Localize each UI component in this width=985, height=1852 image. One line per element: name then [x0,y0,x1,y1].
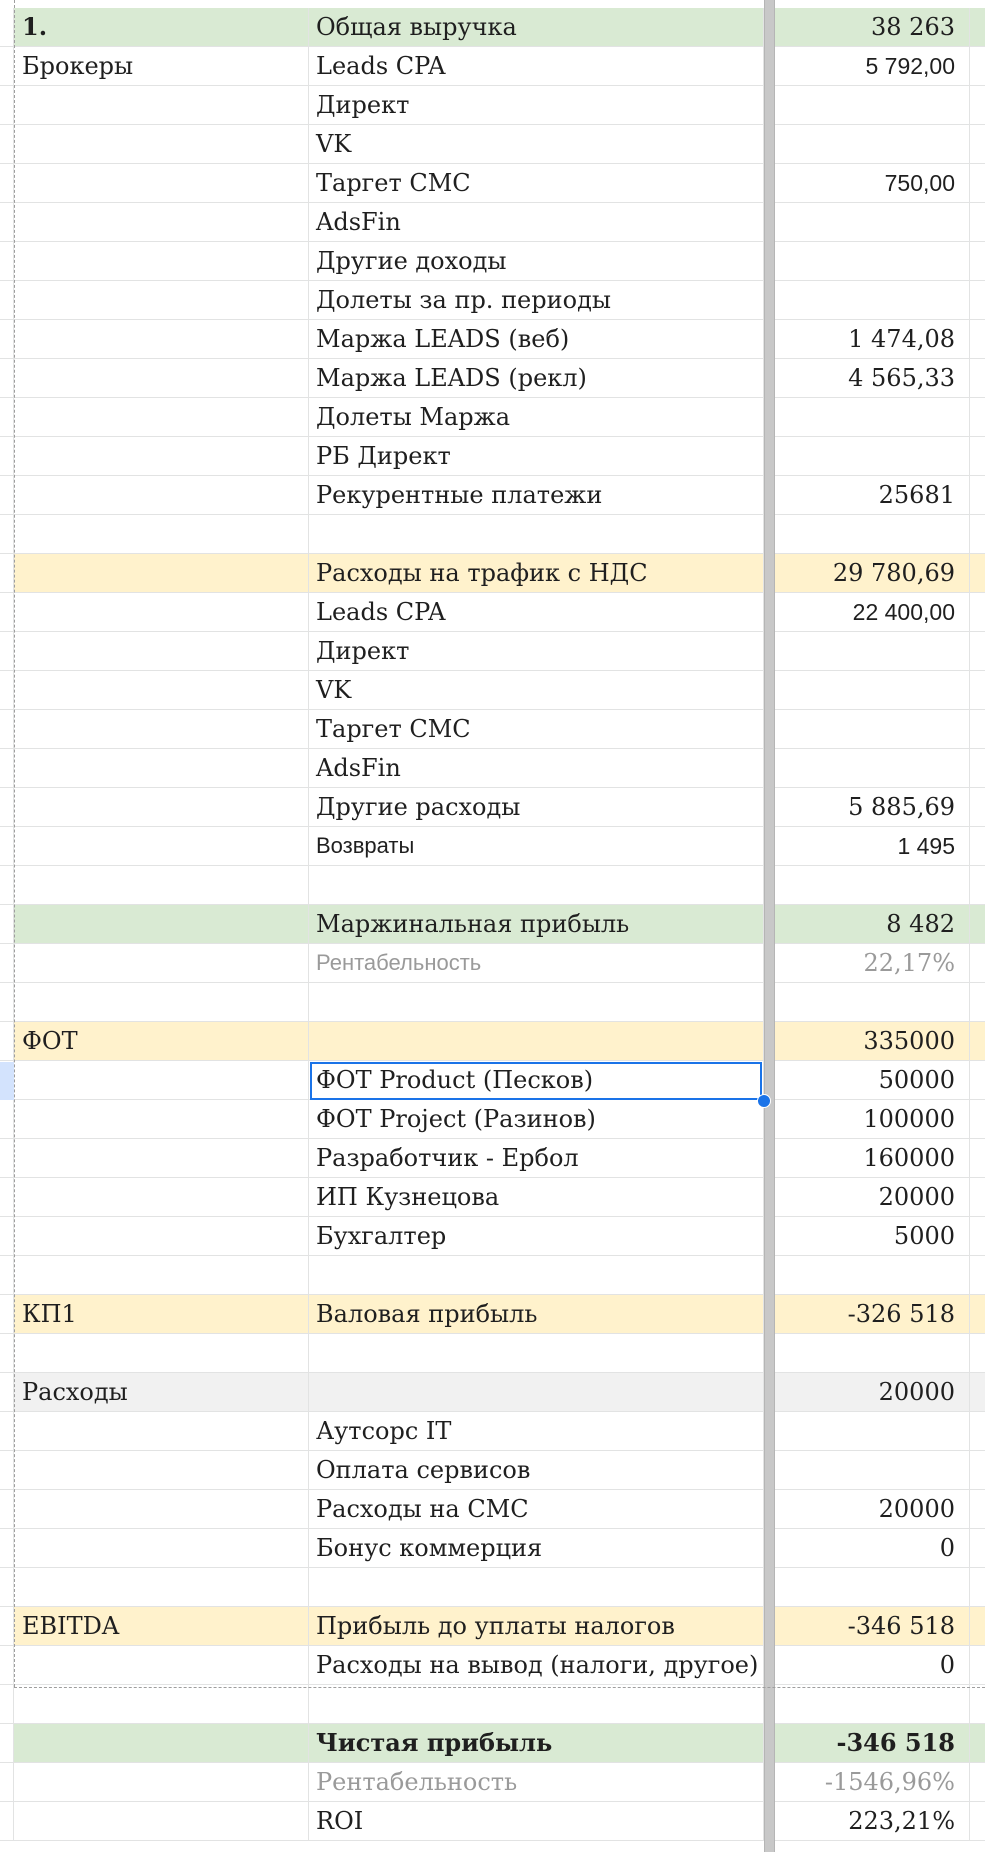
row-gutter-cell [0,86,14,124]
cell-value[interactable]: -346 518 [775,1607,970,1645]
cell-empty[interactable] [970,164,985,202]
cell-empty[interactable] [970,242,985,280]
cell-empty[interactable] [970,1685,985,1723]
cell-label[interactable] [14,554,309,592]
cell-value[interactable] [775,671,970,709]
cell-item[interactable]: Расходы на трафик с НДС [309,554,764,592]
table-row [0,1412,985,1451]
cell-value[interactable] [775,632,970,670]
table-row [0,1373,985,1412]
table-row [0,1529,985,1568]
cell-item[interactable]: Долеты за пр. периоды [309,281,764,319]
row-gutter-cell [0,125,14,163]
table-row [0,476,985,515]
cell-item[interactable] [309,983,764,1021]
cell-value[interactable] [775,1412,970,1450]
table-row [0,398,985,437]
cell-value[interactable]: 22 400,00 [775,593,970,631]
cell-item[interactable]: Таргет СМС [309,710,764,748]
cell-value[interactable]: 5000 [775,1217,970,1255]
table-row [0,1178,985,1217]
cell-empty[interactable] [970,788,985,826]
cell-label[interactable] [14,983,309,1021]
cell-label[interactable] [14,788,309,826]
cell-empty[interactable] [970,1061,985,1099]
cell-item[interactable]: Долеты Маржа [309,398,764,436]
table-row [0,1139,985,1178]
table-row [0,1568,985,1607]
cell-label[interactable] [14,515,309,553]
row-gutter-cell [0,1334,14,1372]
cell-label[interactable] [14,1763,309,1801]
cell-label[interactable] [14,1802,309,1840]
cell-value[interactable]: 20000 [775,1490,970,1528]
cell-item[interactable]: ИП Кузнецова [309,1178,764,1216]
cell-empty[interactable] [970,983,985,1021]
cell-value[interactable] [775,1256,970,1294]
cell-label[interactable] [14,1724,309,1762]
cell-item[interactable]: AdsFin [309,203,764,241]
row-gutter-cell [0,1763,14,1801]
table-row [0,281,985,320]
cell-value[interactable] [775,515,970,553]
cell-item[interactable]: РБ Директ [309,437,764,475]
cell-label[interactable] [14,1217,309,1255]
cell-item[interactable]: VK [309,125,764,163]
cell-item[interactable]: Рентабельность [309,944,764,982]
cell-label[interactable] [14,281,309,319]
row-gutter-cell [0,1217,14,1255]
table-row [0,1022,985,1061]
row-gutter-cell [0,1412,14,1450]
cell-item[interactable]: Директ [309,86,764,124]
cell-label[interactable] [14,164,309,202]
row-gutter-cell [0,866,14,904]
table-row [0,359,985,398]
cell-empty[interactable] [970,281,985,319]
column-resize-divider[interactable] [764,0,775,1852]
table-row [0,710,985,749]
cell-label[interactable] [14,827,309,865]
row-gutter-cell [0,1490,14,1528]
cell-value[interactable] [775,749,970,787]
table-row [0,866,985,905]
table-row [0,749,985,788]
cell-empty[interactable] [970,1256,985,1294]
cell-label[interactable]: 1. [14,8,309,46]
row-gutter-cell [0,1685,14,1723]
table-row [0,1607,985,1646]
cell-item[interactable] [309,1334,764,1372]
cell-empty[interactable] [970,749,985,787]
cell-empty[interactable] [970,944,985,982]
table-row [0,944,985,983]
cell-value[interactable]: -1546,96% [775,1763,970,1801]
cell-empty[interactable] [970,1022,985,1060]
row-gutter-cell [0,710,14,748]
cell-empty[interactable] [970,1139,985,1177]
cell-empty[interactable] [970,671,985,709]
cell-empty[interactable] [970,1373,985,1411]
cell-item[interactable]: Рекурентные платежи [309,476,764,514]
table-row [0,827,985,866]
cell-item[interactable] [309,515,764,553]
cell-label[interactable] [14,359,309,397]
cell-item[interactable]: AdsFin [309,749,764,787]
cell-label[interactable] [14,1685,309,1723]
cell-label[interactable] [14,632,309,670]
cell-label[interactable] [14,86,309,124]
cell-label[interactable] [14,1646,309,1684]
cell-label[interactable] [14,1178,309,1216]
cell-value[interactable]: 38 263 [775,8,970,46]
cell-item[interactable]: Общая выручка [309,8,764,46]
table-row [0,1217,985,1256]
table-row [0,1295,985,1334]
cell-label[interactable] [14,1256,309,1294]
cell-value[interactable]: 25681 [775,476,970,514]
cell-value[interactable] [775,398,970,436]
cell-value[interactable]: -326 518 [775,1295,970,1333]
row-gutter-cell [0,203,14,241]
table-row [0,203,985,242]
table-row [0,1256,985,1295]
table-row [0,593,985,632]
cell-value[interactable] [775,710,970,748]
cell-value[interactable] [775,1685,970,1723]
table-row [0,8,985,47]
cell-empty[interactable] [970,1334,985,1372]
cell-empty[interactable] [970,1217,985,1255]
cell-item[interactable]: Прибыль до уплаты налогов [309,1607,764,1645]
table-row [0,515,985,554]
cell-empty[interactable] [970,1451,985,1489]
row-gutter-cell [0,554,14,592]
cell-item[interactable]: Возвраты [309,827,764,865]
cell-value[interactable]: 750,00 [775,164,970,202]
cell-label[interactable] [14,1451,309,1489]
table-row [0,1451,985,1490]
cell-value[interactable] [775,1451,970,1489]
cell-empty[interactable] [970,8,985,46]
cell-value[interactable]: 29 780,69 [775,554,970,592]
cell-value[interactable]: 5 885,69 [775,788,970,826]
row-gutter-cell [0,398,14,436]
cell-value[interactable] [775,866,970,904]
cell-label[interactable] [14,1529,309,1567]
cell-label[interactable]: EBITDA [14,1607,309,1645]
row-gutter-cell [0,1100,14,1138]
cell-item[interactable] [309,1685,764,1723]
cell-label[interactable] [14,593,309,631]
cell-value[interactable]: 0 [775,1646,970,1684]
table-row [0,1763,985,1802]
cell-label[interactable] [14,1490,309,1528]
table-row [0,1646,985,1685]
cell-label[interactable]: ФОТ [14,1022,309,1060]
cell-value[interactable]: 1 474,08 [775,320,970,358]
cell-value[interactable]: 4 565,33 [775,359,970,397]
table-row [0,905,985,944]
cell-empty[interactable] [970,905,985,943]
table-row [0,164,985,203]
row-gutter-cell [0,320,14,358]
cell-empty[interactable] [970,1763,985,1801]
cell-item[interactable]: Рентабельность [309,1763,764,1801]
cell-item[interactable]: Другие доходы [309,242,764,280]
cell-item[interactable]: Расходы на вывод (налоги, другое) [309,1646,764,1684]
cell-label[interactable] [14,866,309,904]
cell-empty[interactable] [970,1295,985,1333]
cell-empty[interactable] [970,359,985,397]
cell-label[interactable]: КП1 [14,1295,309,1333]
cell-empty[interactable] [970,1100,985,1138]
cell-item[interactable]: Таргет СМС [309,164,764,202]
table-row [0,1802,985,1841]
row-gutter-cell [0,632,14,670]
row-gutter-cell [0,1607,14,1645]
cell-item[interactable]: Маржа LEADS (веб) [309,320,764,358]
cell-label[interactable] [14,1061,309,1099]
cell-label[interactable] [14,125,309,163]
cell-empty[interactable] [970,554,985,592]
cell-empty[interactable] [970,1529,985,1567]
table-row [0,1100,985,1139]
row-gutter-cell [0,1568,14,1606]
table-row [0,86,985,125]
cell-value[interactable]: 8 482 [775,905,970,943]
cell-value[interactable]: 5 792,00 [775,47,970,85]
table-row [0,320,985,359]
cell-value[interactable] [775,281,970,319]
cell-item[interactable]: Валовая прибыль [309,1295,764,1333]
cell-value[interactable]: 0 [775,1529,970,1567]
cell-empty[interactable] [970,710,985,748]
table-row [0,125,985,164]
cell-label[interactable] [14,671,309,709]
cell-item[interactable]: Бонус коммерция [309,1529,764,1567]
cell-item[interactable]: Аутсорс IT [309,1412,764,1450]
cell-item[interactable]: Leads CPA [309,593,764,631]
cell-empty[interactable] [970,476,985,514]
table-row [0,788,985,827]
cell-label[interactable] [14,710,309,748]
cell-item[interactable] [309,1568,764,1606]
table-row [0,554,985,593]
row-gutter-cell [0,827,14,865]
row-gutter-cell [0,281,14,319]
cell-value[interactable]: -346 518 [775,1724,970,1762]
cell-value[interactable]: 20000 [775,1178,970,1216]
table-row [0,1334,985,1373]
cell-value[interactable]: 160000 [775,1139,970,1177]
cell-label[interactable] [14,905,309,943]
cell-label[interactable] [14,749,309,787]
cell-item[interactable]: ФОТ Project (Разинов) [309,1100,764,1138]
cell-item[interactable]: Разработчик - Ербол [309,1139,764,1177]
row-gutter-cell [0,671,14,709]
row-gutter-cell [0,1802,14,1840]
cell-empty[interactable] [970,203,985,241]
row-gutter-cell [0,983,14,1021]
selected-cell[interactable] [310,1062,762,1100]
cell-item[interactable] [309,866,764,904]
cell-item[interactable]: ФОТ Product (Песков) [309,1061,764,1099]
cell-value[interactable] [775,437,970,475]
cell-label[interactable]: Расходы [14,1373,309,1411]
cell-value[interactable]: 223,21% [775,1802,970,1840]
cell-empty[interactable] [970,1178,985,1216]
cell-item[interactable]: Leads CPA [309,47,764,85]
row-gutter-cell [0,1178,14,1216]
table-row [0,632,985,671]
cell-item[interactable] [309,1022,764,1060]
cell-value[interactable] [775,1334,970,1372]
cell-label[interactable] [14,1139,309,1177]
cell-item[interactable]: Маржинальная прибыль [309,905,764,943]
cell-value[interactable] [775,983,970,1021]
row-gutter-cell [0,1646,14,1684]
cell-empty[interactable] [970,515,985,553]
row-gutter-cell [0,359,14,397]
cell-value[interactable] [775,242,970,280]
cell-item[interactable]: Оплата сервисов [309,1451,764,1489]
cell-value[interactable]: 50000 [775,1061,970,1099]
table-row [0,1685,985,1724]
row-gutter-cell [0,1451,14,1489]
cell-item[interactable]: VK [309,671,764,709]
cell-item[interactable]: Чистая прибыль [309,1724,764,1762]
cell-value[interactable]: 335000 [775,1022,970,1060]
cell-label[interactable] [14,1334,309,1372]
row-gutter-cell [0,1256,14,1294]
fill-handle[interactable] [757,1094,771,1108]
table-row [0,671,985,710]
cell-empty[interactable] [970,632,985,670]
cell-item[interactable]: Директ [309,632,764,670]
row-gutter-cell [0,242,14,280]
row-gutter-cell [0,749,14,787]
cell-empty[interactable] [970,866,985,904]
cell-label[interactable] [14,1568,309,1606]
row-gutter-cell [0,905,14,943]
cell-value[interactable]: 22,17% [775,944,970,982]
cell-empty[interactable] [970,320,985,358]
cell-empty[interactable] [970,437,985,475]
cell-value[interactable] [775,203,970,241]
cell-label[interactable] [14,437,309,475]
cell-value[interactable]: 20000 [775,1373,970,1411]
cell-empty[interactable] [970,86,985,124]
cell-item[interactable]: Бухгалтер [309,1217,764,1255]
table-row [0,1724,985,1763]
row-gutter-cell [0,593,14,631]
cell-label[interactable] [14,1412,309,1450]
cell-empty[interactable] [970,1412,985,1450]
cell-empty[interactable] [970,1490,985,1528]
cell-empty[interactable] [970,1802,985,1840]
cell-empty[interactable] [970,1646,985,1684]
row-gutter-cell [0,47,14,85]
page-break-line [14,0,15,1687]
cell-item[interactable]: Расходы на СМС [309,1490,764,1528]
row-gutter-cell [0,944,14,982]
table-row [0,242,985,281]
cell-value[interactable] [775,125,970,163]
cell-label[interactable] [14,476,309,514]
table-row [0,437,985,476]
selected-row-marker [0,1062,14,1100]
cell-item[interactable]: ROI [309,1802,764,1840]
cell-item[interactable] [309,1373,764,1411]
cell-label[interactable] [14,398,309,436]
cell-item[interactable]: Маржа LEADS (рекл) [309,359,764,397]
row-gutter-cell [0,515,14,553]
table-row [0,983,985,1022]
cell-empty[interactable] [970,398,985,436]
cell-value[interactable] [775,1568,970,1606]
cell-value[interactable]: 100000 [775,1100,970,1138]
cell-label[interactable] [14,944,309,982]
cell-empty[interactable] [970,47,985,85]
table-row [0,1490,985,1529]
cell-item[interactable]: Другие расходы [309,788,764,826]
cell-label[interactable] [14,1100,309,1138]
row-gutter-cell [0,8,14,46]
cell-empty[interactable] [970,1724,985,1762]
row-gutter-cell [0,164,14,202]
cell-empty[interactable] [970,593,985,631]
cell-label[interactable] [14,203,309,241]
cell-value[interactable]: 1 495 [775,827,970,865]
row-gutter-cell [0,1022,14,1060]
table-row [0,47,985,86]
cell-empty[interactable] [970,1568,985,1606]
cell-label[interactable]: Брокеры [14,47,309,85]
row-gutter-cell [0,476,14,514]
row-gutter-cell [0,1139,14,1177]
row-gutter-cell [0,1295,14,1333]
cell-value[interactable] [775,86,970,124]
row-gutter-cell [0,1529,14,1567]
row-gutter-cell [0,437,14,475]
row-gutter-cell [0,1373,14,1411]
cell-label[interactable] [14,320,309,358]
row-gutter-cell [0,1724,14,1762]
cell-empty[interactable] [970,827,985,865]
cell-empty[interactable] [970,125,985,163]
cell-empty[interactable] [970,1607,985,1645]
row-gutter-cell [0,788,14,826]
page-break-line [14,1687,985,1688]
cell-label[interactable] [14,242,309,280]
cell-item[interactable] [309,1256,764,1294]
